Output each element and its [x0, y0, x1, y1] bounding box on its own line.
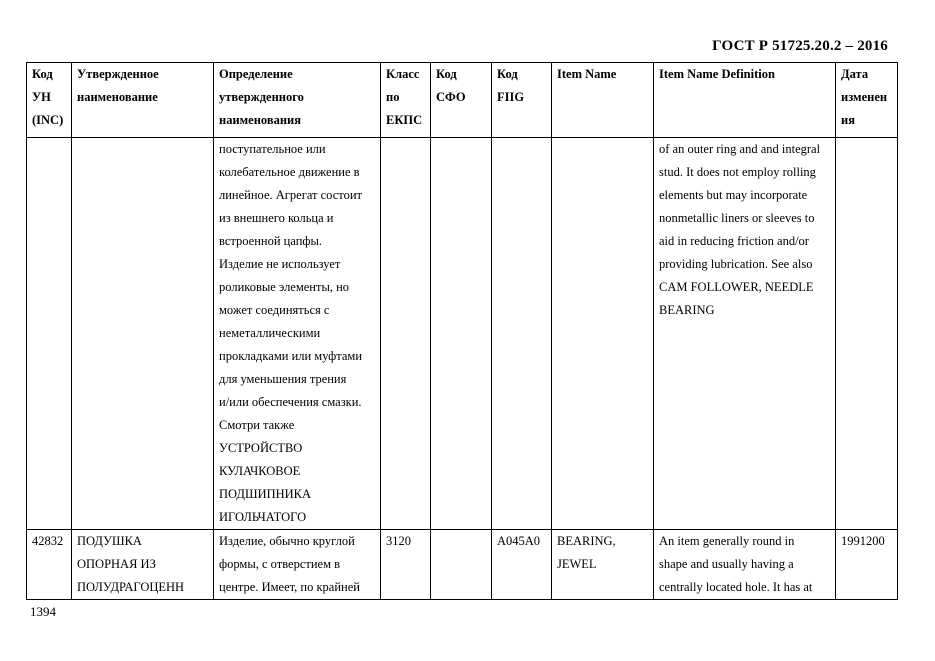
text-line: УСТРОЙСТВО	[219, 441, 303, 455]
text-line: колебательное движение в	[219, 165, 360, 179]
page-number: 1394	[30, 604, 56, 619]
text-line: ПОЛУДРАГОЦЕНН	[77, 580, 185, 594]
cell-definition	[214, 530, 381, 600]
text-line: Изделие, обычно круглой	[219, 534, 355, 548]
text-line: Смотри также	[219, 418, 295, 432]
cell-inc: 42832	[27, 530, 72, 600]
text-line: ПОДШИПНИКА	[219, 487, 312, 501]
text-line: Утвержденное	[77, 67, 159, 81]
standard-designation: ГОСТ Р 51725.20.2 – 2016	[712, 38, 888, 54]
text-line: наименование	[77, 90, 158, 104]
text-line: aid in reducing friction and/or	[659, 234, 809, 248]
text-line: Item Name Definition	[659, 67, 775, 81]
text-line: изменен	[841, 90, 888, 104]
text-line: прокладками или муфтами	[219, 349, 363, 363]
text-line: формы, с отверстием в	[219, 557, 341, 571]
text-line: УН	[32, 90, 51, 104]
text-line: Код	[32, 67, 53, 81]
text-line: stud. It does not employ rolling	[659, 165, 816, 179]
text-line: nonmetallic liners or sleeves to	[659, 211, 815, 225]
cell-fiig-code: A045A0	[492, 530, 552, 600]
text-line: Класс	[386, 67, 420, 81]
cell-inc	[27, 138, 72, 530]
text-line: может соединяться с	[219, 303, 330, 317]
cell-sfo-code	[431, 138, 492, 530]
text-line: поступательное или	[219, 142, 326, 156]
text-line: ИГОЛЬЧАТОГО	[219, 510, 307, 524]
cell-sfo-code	[431, 530, 492, 600]
text-line: ПОДУШКА	[77, 534, 142, 548]
text-line: An item generally round in	[659, 534, 795, 548]
text-line: ЕКПС	[386, 113, 423, 127]
text-line: centrally located hole. It has at	[659, 580, 813, 594]
text-line: Код	[497, 67, 518, 81]
header-item-name-definition	[654, 63, 836, 138]
text-line: Дата	[841, 67, 869, 81]
table-row-continuation	[27, 138, 898, 530]
text-line: встроенной цапфы.	[219, 234, 323, 248]
text-line: Изделие не использует	[219, 257, 341, 271]
text-line: BEARING,	[557, 534, 616, 548]
cell-approved-name	[72, 530, 214, 600]
text-line: роликовые элементы, но	[219, 280, 350, 294]
text-line: утвержденного	[219, 90, 304, 104]
cell-approved-name	[72, 138, 214, 530]
header-sfo-code	[431, 63, 492, 138]
cell-item-name	[552, 530, 654, 600]
cell-item-name	[552, 138, 654, 530]
cell-item-name-definition	[654, 138, 836, 530]
text-line: по	[386, 90, 400, 104]
text-line: наименования	[219, 113, 302, 127]
header-change-date	[836, 63, 898, 138]
text-line: BEARING	[659, 303, 715, 317]
cell-item-name-definition	[654, 530, 836, 600]
text-line: СФО	[436, 90, 466, 104]
table-row	[27, 530, 898, 600]
cell-ekps-class: 3120	[381, 530, 431, 600]
header-item-name	[552, 63, 654, 138]
text-line: линейное. Агрегат состоит	[219, 188, 362, 202]
text-line: providing lubrication. See also	[659, 257, 813, 271]
text-line: Код	[436, 67, 457, 81]
text-line: ия	[841, 113, 855, 127]
header-approved-name	[72, 63, 214, 138]
header-definition	[214, 63, 381, 138]
text-line: Item Name	[557, 67, 617, 81]
cell-fiig-code	[492, 138, 552, 530]
text-line: CAM FOLLOWER, NEEDLE	[659, 280, 814, 294]
text-line: shape and usually having a	[659, 557, 794, 571]
text-line: FIIG	[497, 90, 525, 104]
text-line: ОПОРНАЯ ИЗ	[77, 557, 156, 571]
text-line: КУЛАЧКОВОЕ	[219, 464, 301, 478]
text-line: elements but may incorporate	[659, 188, 808, 202]
header-ekps-class	[381, 63, 431, 138]
text-line: (INC)	[32, 113, 64, 127]
text-line: of an outer ring and and integral	[659, 142, 821, 156]
cell-definition	[214, 138, 381, 530]
text-line: из внешнего кольца и	[219, 211, 334, 225]
text-line: и/или обеспечения смазки.	[219, 395, 362, 409]
text-line: JEWEL	[557, 557, 597, 571]
header-fiig-code	[492, 63, 552, 138]
cell-change-date	[836, 138, 898, 530]
text-line: центре. Имеет, по крайней	[219, 580, 360, 594]
cell-change-date: 1991200	[836, 530, 898, 600]
text-line: Определение	[219, 67, 293, 81]
text-line: для уменьшения трения	[219, 372, 347, 386]
header-inc	[27, 63, 72, 138]
cell-ekps-class	[381, 138, 431, 530]
table-header-row	[27, 63, 898, 138]
text-line: неметаллическими	[219, 326, 321, 340]
item-name-table	[26, 62, 898, 600]
